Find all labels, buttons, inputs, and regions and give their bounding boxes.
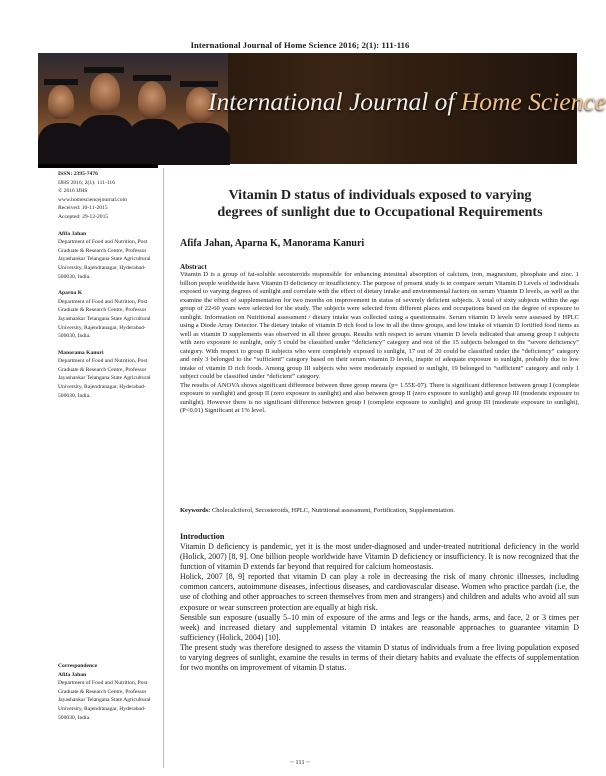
- accepted-date: Accepted: 29-12-2015: [58, 213, 109, 220]
- abstract-body: [180, 271, 579, 416]
- abstract-heading: Abstract: [180, 263, 207, 271]
- correspondence: Correspondence Afifa Jahan Department of Food and Nutrition, Post Graduate & Research Centre, Professor Jayashankar Telangana State Agricultural University, Rajendranagar, Hyderabad-500030, India.: [58, 663, 151, 721]
- affiliation: Aparna K Department of Food and Nutrition, Post Graduate & Research Centre, Professor Jayashankar Telangana State Agricultural University, Rajendranagar, Hyderabad-500030, India.: [58, 290, 151, 340]
- affiliation: Afifa Jahan Department of Food and Nutrition, Post Graduate & Research Centre, Professor Jayashankar Telangana State Agricultural University, Rajendranagar, Hyderabad-500030, India.: [58, 230, 151, 280]
- column-divider: [163, 168, 164, 768]
- copyright: © 2016 IJHS: [58, 188, 88, 195]
- authors: Afifa Jahan, Aparna K, Manorama Kanuri: [180, 238, 365, 249]
- paper-title: Vitamin D status of individuals exposed to varying degrees of sunlight due to Occupational Requirements: [217, 187, 543, 220]
- article-meta: [58, 170, 158, 408]
- journal-header: International Journal of Home Science 2016; 2(1): 111-116: [190, 40, 410, 50]
- graduates-photo: [38, 53, 228, 164]
- journal-banner-title: International Journal of Home Science: [208, 87, 606, 116]
- intro-paragraph: Sensible sun exposure (usually 5–10 min of exposure of the arms and legs or the hands, arms, and face, 2 or 3 times per week) and increased dietary and supplemental vitamin D intakes are reasonable approaches to guarantee vitamin D sufficiency (Holick, 2004) [10].: [180, 612, 579, 642]
- abstract-paragraph: Vitamin D is a group of fat-soluble secosteroids responsible for enhancing intestinal absorption of calcium, iron, magnesium, phosphate and zinc. 1 billion people worldwide have Vitamin D deficiency or insufficiency. The purpose of present study is to compare serum Vitamin D Levels of individuals exposed to varying degrees of sunlight and correlate with the effect of dietary intake and environmental factors on serum Vitamin D levels, as well as the examine the effect of supplementation for two months on improvement in status of severely deficient subjects. A total of sixty subjects within the age group of 22-60 years were selected for the study. The subjects were selected from different places and occupations based on the degree of exposure to sunlight. Information on Nutritional assessment / dietary intake was collected using a questionnaire. Serum vitamin D levels were assessed by HPLC using a Diode Array Detector. The dietary intake of vitamin D rich food is low in all the three groups, and low intake of vitamin D fortified food items as well as vitamin D supplements was observed in all three groups. Results with respect to serum vitamin D levels indicated that among group I subjects with zero exposure to sunlight, only 5 could be classified under “deficiency” category and rest of the 15 subjects belonged to the “severe deficiency” category. With respect to group II subjects who were completely exposed to sunlight, 17 out of 20 could be classified under the “deficiency” category and only 3 belonged to the “sufficient” category based on their serum vitamin D levels, inspite of adequate exposure to sunlight, probably due to low intake of vitamin D rich foods. Among group III subjects who were moderately exposed to sunlight, 19 belonged to “sufficient” category and only 1 subject could be classified under “deficient” category.: [180, 271, 579, 380]
- issn: ISSN: 2395-7476: [58, 171, 98, 177]
- affiliation: Manorama Kanuri Department of Food and Nutrition, Post Graduate & Research Centre, Professor Jayashankar Telangana State Agricultural University, Rajendranagar, Hyderabad-500030, India.: [58, 349, 151, 399]
- keywords: Keywords: Cholecalciferol, Secosteroids, HPLC, Nutritional assessment, Fortification, Supplementation.: [180, 507, 455, 514]
- page-number: ~ 111 ~: [290, 759, 310, 766]
- journal-banner: [38, 53, 606, 164]
- website[interactable]: www.homesciencejournal.com: [58, 196, 127, 203]
- introduction-body: [180, 542, 579, 673]
- abstract-paragraph: The results of ANOVA shows significant difference between three group means (p= 1.55E-07). There is significant difference between group I (complete exposure to sunlight) and group II (zero exposure to sunlight) and also between group II (zero exposure to sunlight) and group III (moderate exposure to sunlight). However there is no significant difference between group I (complete exposure to sunlight) and group III (moderate exposure to sunlight), (P<0.01) Significant at 1% level.: [180, 381, 579, 414]
- received-date: Received: 10-11-2015: [58, 205, 108, 212]
- intro-paragraph: Holick, 2007 [8, 9] reported that vitamin D can play a role in decreasing the risk of many chronic illnesses, including common cancers, autoimmune diseases, infectious diseases, and cardiovascular disease. Women who practice pardah (i.e, the use of clothing and other approaches to screen themselves from men and strangers) and children and adults who avoid all sun exposure or wear sunscreen protection are equally at high risk.: [180, 572, 579, 612]
- ijhs-ref: IJHS 2016; 2(1): 111-116: [58, 179, 116, 186]
- left-bar: [38, 164, 158, 168]
- introduction-heading: Introduction: [180, 532, 225, 541]
- intro-paragraph: Vitamin D deficiency is pandemic, yet it is the most under-diagnosed and under-treated nutritional deficiency in the world (Holick, 2007) [8, 9]. One billion people worldwide have Vitamin D deficiency or insufficiency. It is now recognized that the function of vitamin D extends far beyond that required for calcium homeostasis.: [180, 542, 579, 572]
- intro-paragraph: The present study was therefore designed to assess the vitamin D status of individuals from a free living population exposed to varying degrees of sunlight, examine the results in terms of their dietary habits and evaluate the effects of supplementation for two months on improvement of vitamin D status.: [180, 642, 579, 673]
